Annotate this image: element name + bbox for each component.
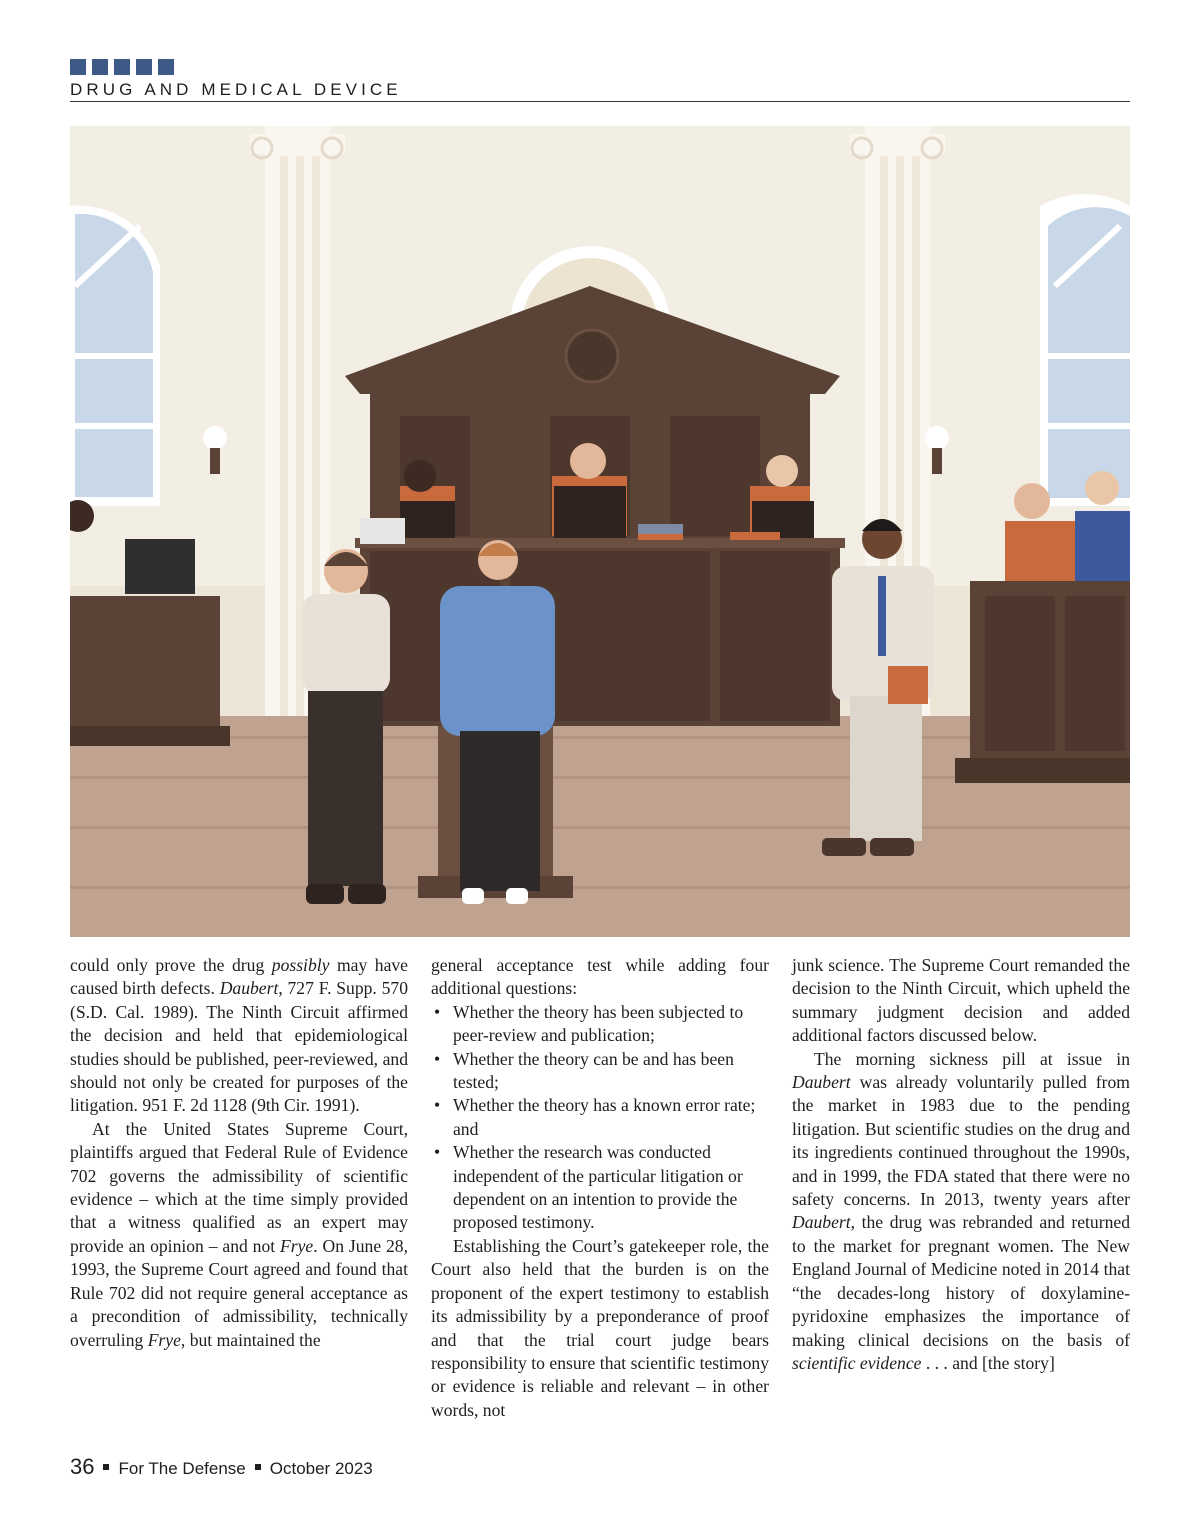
header-divider [70,101,1130,102]
marker-square [114,59,130,75]
section-label: DRUG AND MEDICAL DEVICE [70,80,402,99]
issue-date: October 2023 [269,1459,373,1478]
page-number: 36 [70,1454,95,1479]
text-column-1 [70,954,408,1352]
paragraph: The morning sickness pill at issue in Daubert was already voluntarily pulled from the market in 1983 due to the pending litigation. But scientific studies on the drug and its ingredients continued throughout the 1990s, and in 1999, the FDA stated that there were no safety concerns. In 2013, twenty years after Daubert, the drug was rebranded and returned to the market for pregnant women. The New England Journal of Medicine noted in 2014 that “the decades-long history of doxylamine-pyridoxine emphasizes the importance of making clinical decisions on the basis of scientific evidence . . . and [the story] [792,1048,1130,1373]
marker-square [92,59,108,75]
marker-square [70,59,86,75]
marker-square [136,59,152,75]
paragraph: junk science. The Supreme Court remanded the decision to the Ninth Circuit, which upheld the summary judgment decision and added additional factors discussed below. [792,955,1130,1046]
list-item: • Whether the theory can be and has been tested; [431,1048,769,1095]
bullet-list [431,1001,769,1235]
courtroom-image [70,126,1130,937]
marker-square [158,59,174,75]
list-item: • Whether the theory has been subjected to peer-review and publication; [431,1001,769,1048]
paragraph: could only prove the drug possibly may have caused birth defects. Daubert, 727 F. Supp. 570 (S.D. Cal. 1989). The Ninth Circuit affirmed the decision and held that epidemiological studies should be published, peer-reviewed, and should not only be created for purposes of the litigation. 951 F. 2d 1128 (9th Cir. 1991). [70,955,409,1116]
list-item: • Whether the research was conducted independent of the particular litigation or dependent on an intention to provide the proposed testimony. [431,1141,769,1235]
courtroom-illustration [70,126,1130,937]
separator-icon [103,1464,109,1470]
text-column-2 [431,954,769,1422]
text-column-3 [792,954,1130,1375]
paragraph: At the United States Supreme Court, plaintiffs argued that Federal Rule of Evidence 702 governs the admissibility of scientific evidence – which at the time simply provided that a witness qualified as an expert may provide an opinion – and not Frye. On June 28, 1993, the Supreme Court agreed and found that Rule 702 did not require general acceptance as a precondition of admissibility, technically overruling Frye, but maintained the [70,1118,408,1350]
separator-icon [255,1464,261,1470]
paragraph: general acceptance test while adding four additional questions: [431,955,769,999]
section-marker-squares [70,59,174,75]
paragraph: Establishing the Court’s gatekeeper role, the Court also held that the burden is on the proponent of the expert testimony to establish its admissibility by a preponderance of proof and that the trial court judge bears responsibility to ensure that scientific testimony or evidence is reliable and relevant – in other words, not [431,1235,769,1420]
page-footer [70,1454,373,1480]
publication-name: For The Defense [118,1459,246,1478]
list-item: • Whether the theory has a known error rate; and [431,1094,769,1141]
